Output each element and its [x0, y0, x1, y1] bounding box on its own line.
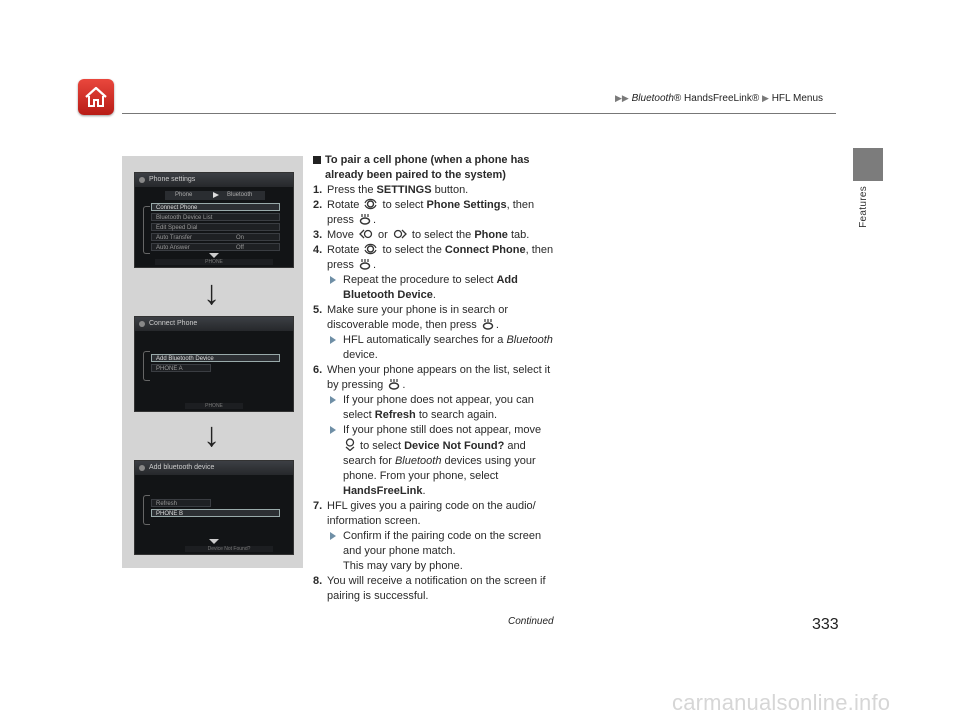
step-3: 3. Move or to select the Phone tab.: [313, 229, 530, 241]
down-arrow-icon: ↓: [203, 416, 220, 454]
breadcrumb-arrow-icon: ▶: [762, 93, 769, 103]
step-6: 6. When your phone appears on the list, select it by pressing .: [313, 364, 551, 391]
page-number: 333: [812, 616, 839, 633]
header-rule: [122, 113, 836, 114]
step-8: 8. You will receive a notification on the screen if pairing is successful.: [313, 575, 546, 602]
step-1: 1. Press the SETTINGS button.: [313, 184, 469, 196]
screen-footer: PHONE: [155, 259, 273, 265]
note-arrow-icon: [330, 426, 336, 434]
note-arrow-icon: [330, 396, 336, 404]
tab-bluetooth: Bluetooth: [227, 192, 253, 198]
list-item: Bluetooth Device List: [151, 213, 280, 221]
section-heading: To pair a cell phone (when a phone has already been paired to the system): [313, 153, 557, 183]
screen-title: Add bluetooth device: [135, 461, 293, 475]
breadcrumb-link-bluetooth[interactable]: Bluetooth® HandsFreeLink®: [631, 93, 760, 104]
list-item: Edit Speed Dial: [151, 223, 280, 231]
press-knob-icon: [482, 318, 494, 330]
tab-phone: Phone: [175, 192, 193, 198]
section-label: Features: [858, 186, 869, 228]
step-7-note: Confirm if the pairing code on the screen and your phone match. This may vary by phone.: [313, 529, 557, 574]
step-7: 7. HFL gives you a pairing code on the audio/ information screen.: [313, 500, 536, 527]
phone-settings-screen: [134, 172, 294, 268]
breadcrumb-arrow-icon: ▶▶: [615, 93, 629, 103]
watermark: carmanualsonline.info: [672, 690, 891, 715]
note-arrow-icon: [330, 336, 336, 344]
step-4: 4. Rotate to select the Connect Phone, then press .: [313, 244, 554, 271]
screen-footer: Device Not Found?: [185, 546, 273, 552]
rotate-knob-icon: [364, 198, 377, 210]
note-arrow-icon: [330, 276, 336, 284]
step-5-note: HFL automatically searches for a Bluetooth device.: [313, 333, 557, 363]
home-icon: [83, 84, 109, 110]
list-item: PHONE A: [151, 364, 211, 372]
step-2: 2. Rotate to select Phone Settings, then press .: [313, 199, 535, 226]
list-bracket: [143, 351, 150, 381]
list-item: Auto Answer Off: [151, 243, 280, 251]
continued-label: Continued: [508, 616, 554, 627]
section-tab[interactable]: [853, 148, 883, 181]
breadcrumb-link-hfl-menus[interactable]: HFL Menus: [771, 93, 824, 104]
screen-tabs: [165, 191, 265, 200]
screen-footer: PHONE: [185, 403, 243, 409]
step-6-note-2: If your phone still does not appear, move to select Device Not Found? and search for Bluetooth devices using your phone. From your phone, select HandsFreeLink.: [313, 423, 557, 499]
list-item: Connect Phone: [151, 203, 280, 211]
step-4-note: Repeat the procedure to select Add Bluetooth Device.: [313, 273, 557, 303]
rotate-knob-icon: [364, 243, 377, 255]
instructions: [313, 153, 557, 604]
list-item: PHONE B: [151, 509, 280, 517]
scroll-down-icon: [209, 539, 219, 544]
list-bracket: [143, 206, 150, 254]
scroll-down-icon: [209, 253, 219, 258]
list-item: Refresh: [151, 499, 211, 507]
connect-phone-screen: [134, 316, 294, 412]
move-right-icon: [393, 228, 407, 240]
breadcrumb: [615, 93, 823, 104]
list-bracket: [143, 495, 150, 525]
press-knob-icon: [388, 378, 400, 390]
press-knob-icon: [359, 258, 371, 270]
press-knob-icon: [359, 213, 371, 225]
home-button[interactable]: [78, 79, 114, 115]
step-5: 5. Make sure your phone is in search or discoverable mode, then press .: [313, 304, 508, 331]
add-bluetooth-device-screen: [134, 460, 294, 555]
note-arrow-icon: [330, 532, 336, 540]
move-left-icon: [359, 228, 373, 240]
tab-arrow-icon: [213, 192, 219, 198]
list-item: Add Bluetooth Device: [151, 354, 280, 362]
list-item: Auto Transfer On: [151, 233, 280, 241]
screen-title: Connect Phone: [135, 317, 293, 331]
move-down-icon: [345, 438, 355, 451]
step-6-note-1: If your phone does not appear, you can select Refresh to search again.: [313, 393, 557, 423]
down-arrow-icon: ↓: [203, 274, 220, 312]
screen-title: Phone settings: [135, 173, 293, 187]
